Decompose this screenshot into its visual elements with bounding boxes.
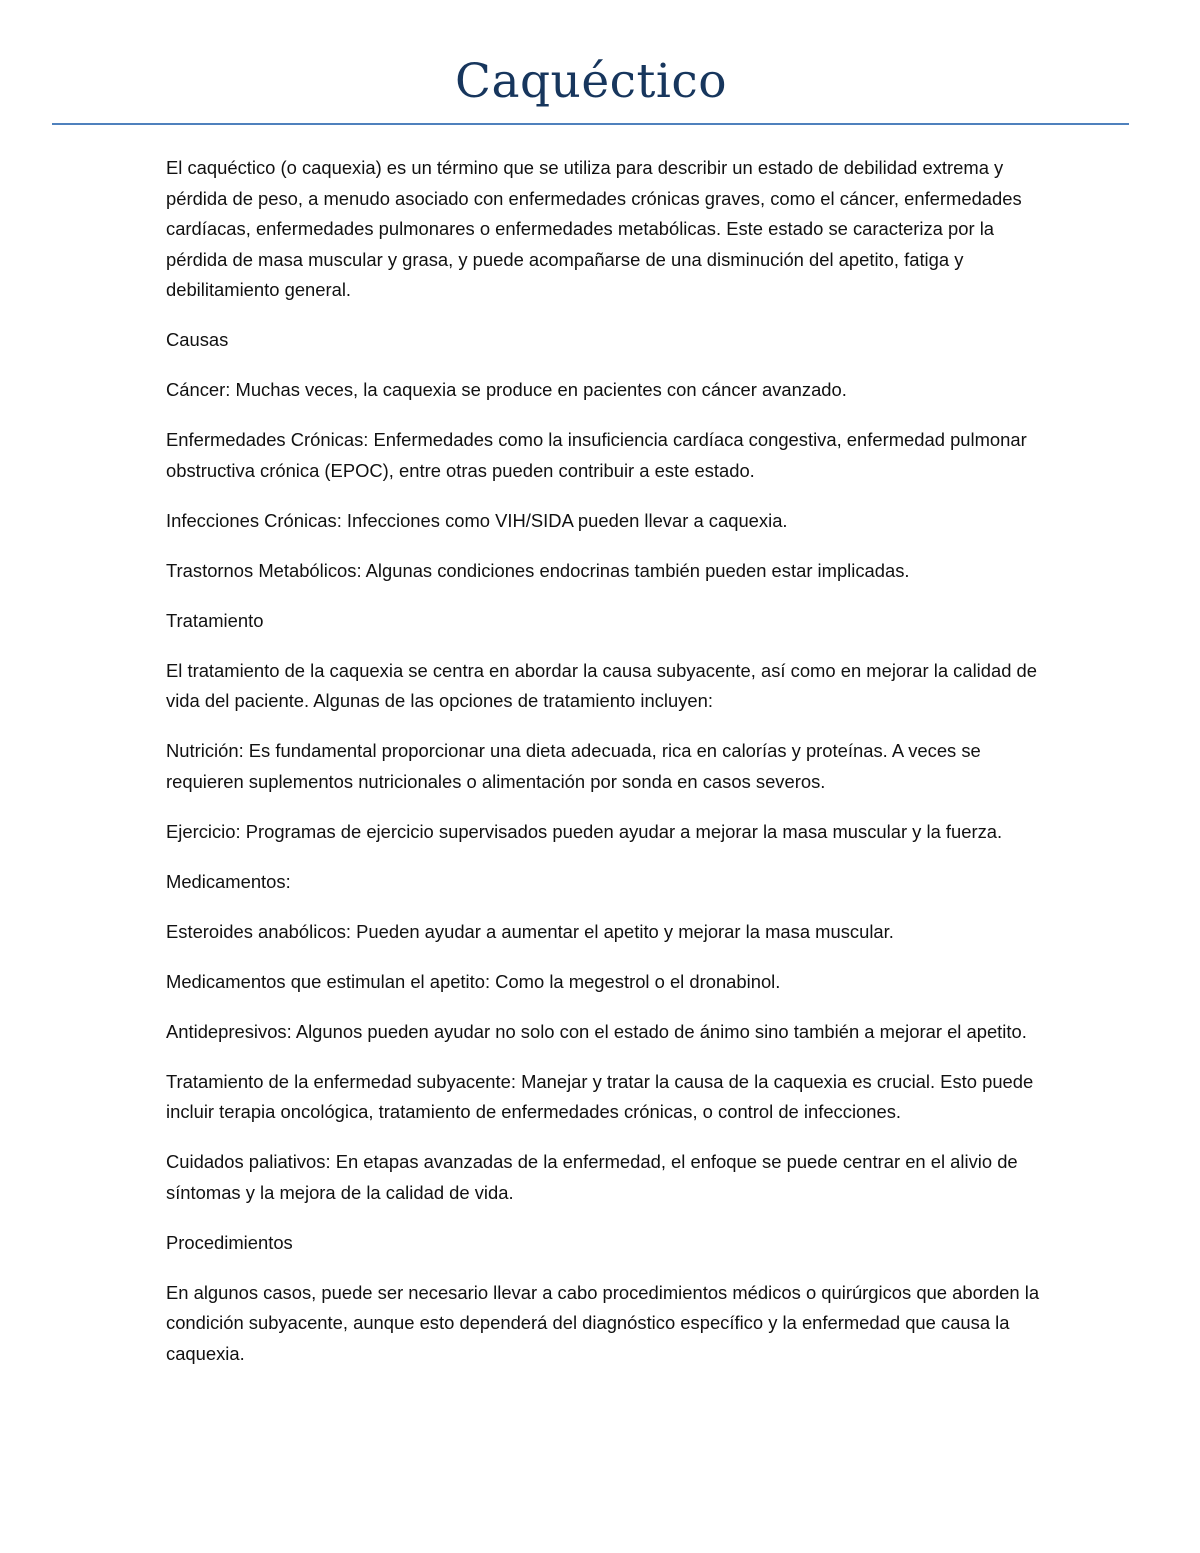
section-heading-medicamentos: Medicamentos: [166,870,291,892]
treatment-palliative-care: Cuidados paliativos: En etapas avanzadas de la enfermedad, el enfoque se puede centrar en el alivio de síntomas y la mejora de la calidad de vida. [166,1151,1018,1203]
medication-antidepressants: Antidepresivos: Algunos pueden ayudar no solo con el estado de ánimo sino también a mejorar el apetito. [166,1020,1027,1042]
document-body [166,153,1046,1389]
treatment-underlying-disease: Tratamiento de la enfermedad subyacente: Manejar y tratar la causa de la caquexia es crucial. Esto puede incluir terapia oncológica, tratamiento de enfermedades crónicas, o control de infecciones. [166,1070,1034,1122]
cause-metabolic-disorders: Trastornos Metabólicos: Algunas condiciones endocrinas también pueden estar implicadas. [166,559,910,581]
treatment-nutrition: Nutrición: Es fundamental proporcionar una dieta adecuada, rica en calorías y proteínas. A veces se requieren suplementos nutricionales o alimentación por sonda en casos severos. [166,740,981,792]
medication-appetite-stimulants: Medicamentos que estimulan el apetito: Como la megestrol o el dronabinol. [166,970,781,992]
treatment-intro: El tratamiento de la caquexia se centra en abordar la causa subyacente, así como en mejorar la calidad de vida del paciente. Algunas de las opciones de tratamiento incluyen: [166,659,1037,711]
intro-paragraph: El caquéctico (o caquexia) es un término que se utiliza para describir un estado de debilidad extrema y pérdida de peso, a menudo asociado con enfermedades crónicas graves, como el cáncer, enfermedades cardíacas, enfermedades pulmonares o enfermedades metabólicas. Este estado se caracteriza por la pérdida de masa muscular y grasa, y puede acompañarse de una disminución del apetito, fatiga y debilitamiento general. [166,157,1022,300]
medication-anabolic-steroids: Esteroides anabólicos: Pueden ayudar a aumentar el apetito y mejorar la masa muscular. [166,920,894,942]
document-title: Caquéctico [454,54,727,109]
procedures-paragraph: En algunos casos, puede ser necesario llevar a cabo procedimientos médicos o quirúrgicos que aborden la condición subyacente, aunque esto dependerá del diagnóstico específico y la enfermedad que causa la caquexia. [166,1281,1040,1364]
title-underline-rule [52,123,1129,125]
section-heading-procedimientos: Procedimientos [166,1231,293,1253]
section-heading-tratamiento: Tratamiento [166,609,264,631]
cause-chronic-diseases: Enfermedades Crónicas: Enfermedades como la insuficiencia cardíaca congestiva, enfermedad pulmonar obstructiva crónica (EPOC), entre otras pueden contribuir a este estado. [166,429,1027,481]
section-heading-causas: Causas [166,329,229,350]
treatment-exercise: Ejercicio: Programas de ejercicio supervisados pueden ayudar a mejorar la masa muscular y la fuerza. [166,820,1003,842]
cause-cancer: Cáncer: Muchas veces, la caquexia se produce en pacientes con cáncer avanzado. [166,379,847,400]
cause-chronic-infections: Infecciones Crónicas: Infecciones como VIH/SIDA pueden llevar a caquexia. [166,509,788,531]
